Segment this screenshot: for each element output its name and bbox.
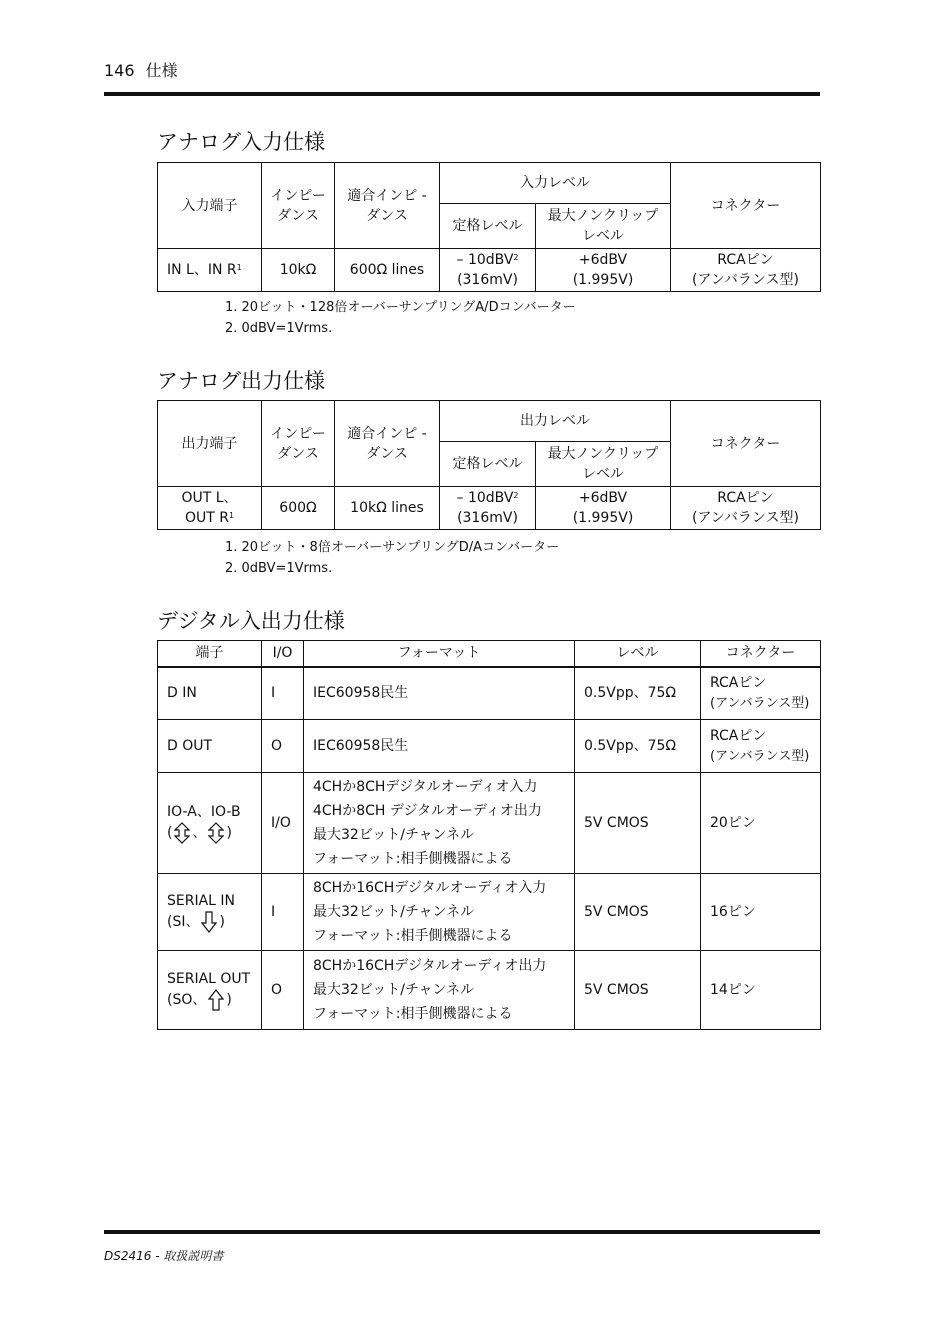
format-line: フォーマット:相手側機器による	[313, 1006, 513, 1022]
cell-connector: 20ピン	[701, 773, 821, 874]
format-line: 8CHか16CHデジタルオーディオ入力	[313, 880, 547, 896]
cell-impedance: 10kΩ	[262, 249, 335, 292]
cell-level: 5V CMOS	[575, 951, 701, 1030]
cell-connector: 14ピン	[701, 951, 821, 1030]
cell-format: IEC60958民生	[304, 720, 575, 773]
cell-max	[536, 487, 671, 530]
cell-io: I/O	[262, 773, 304, 874]
header-compat-line2: ダンス	[366, 207, 408, 224]
header-impedance-line2: ダンス	[277, 445, 319, 462]
table-row	[158, 667, 821, 720]
header-max-line1: 最大ノンクリップ	[547, 446, 659, 462]
header-impedance	[262, 401, 335, 487]
header-connector: コネクター	[671, 163, 821, 249]
analog-output-table	[157, 400, 821, 530]
digital-io-table	[157, 640, 821, 1030]
format-line: 8CHか16CHデジタルオーディオ出力	[313, 958, 547, 974]
cell-connector	[671, 487, 821, 530]
cell-terminal: D IN	[158, 667, 262, 720]
paren-close: )	[219, 914, 225, 930]
header-max	[536, 442, 671, 487]
paren-close: )	[226, 992, 232, 1008]
header-format: フォーマット	[304, 641, 575, 667]
down-arrow-icon	[201, 911, 217, 933]
cell-terminal	[158, 874, 262, 951]
connector-line1: RCAピン	[710, 727, 767, 744]
table-row	[158, 720, 821, 773]
nominal-line2: (316mV)	[457, 510, 518, 526]
note-item: 1. 20ビット・8倍オーバーサンプリングD/Aコンバーター	[225, 540, 560, 555]
header-io: I/O	[262, 641, 304, 667]
header-max-line2: レベル	[582, 228, 624, 244]
footnote-marker: 2	[513, 491, 519, 500]
cell-connector: 16ピン	[701, 874, 821, 951]
max-line2: (1.995V)	[572, 510, 634, 526]
cell-compat: 10kΩ lines	[335, 487, 440, 530]
note-item: 1. 20ビット・128倍オーバーサンプリングA/Dコンバーター	[225, 300, 576, 315]
format-line: 最大32ビット/チャンネル	[313, 982, 475, 998]
cell-level: 5V CMOS	[575, 874, 701, 951]
cell-format	[304, 773, 575, 874]
header-terminal: 出力端子	[158, 401, 262, 487]
terminal-line1: SERIAL IN	[167, 893, 236, 909]
header-level: レベル	[575, 641, 701, 667]
connector-line1: RCAピン	[710, 674, 767, 691]
bidirectional-arrow-icon	[174, 822, 190, 844]
footer-text: DS2416 - 取扱説明書	[104, 1249, 224, 1263]
analog-output-notes	[225, 537, 559, 579]
cell-nominal	[440, 487, 536, 530]
footnote-marker: 1	[236, 263, 242, 272]
nominal-line2: (316mV)	[457, 272, 518, 288]
header-max-line2: レベル	[582, 466, 624, 482]
nominal-line1: – 10dBV	[456, 490, 514, 506]
page-header	[104, 58, 178, 81]
cell-terminal	[158, 249, 262, 292]
header-impedance-line1: インピー	[270, 187, 326, 204]
page-number: 146	[104, 61, 135, 80]
cell-nominal	[440, 249, 536, 292]
header-nominal: 定格レベル	[440, 442, 536, 487]
table-row	[158, 874, 821, 951]
cell-impedance: 600Ω	[262, 487, 335, 530]
analog-input-table	[157, 162, 821, 292]
analog-input-notes	[225, 297, 576, 339]
max-line2: (1.995V)	[572, 272, 634, 288]
max-line1: +6dBV	[578, 490, 628, 506]
terminal-line1: SERIAL OUT	[167, 971, 251, 987]
cell-format	[304, 951, 575, 1030]
header-section: 仕様	[145, 61, 178, 80]
header-compat	[335, 401, 440, 487]
max-line1: +6dBV	[578, 252, 628, 268]
cell-terminal: D OUT	[158, 720, 262, 773]
cell-level: 0.5Vpp、75Ω	[575, 667, 701, 720]
table-row	[158, 951, 821, 1030]
cell-terminal	[158, 487, 262, 530]
connector-line2: (アンバランス型)	[710, 695, 810, 711]
up-arrow-icon	[208, 989, 224, 1011]
cell-connector	[701, 720, 821, 773]
format-line: 4CHか8CHデジタルオーディオ入力	[313, 779, 538, 795]
footnote-marker: 1	[228, 511, 235, 520]
header-nominal: 定格レベル	[440, 204, 536, 249]
note-item: 2. 0dBV=1Vrms.	[225, 321, 333, 336]
cell-max	[536, 249, 671, 292]
cell-io: O	[262, 720, 304, 773]
header-level: 出力レベル	[440, 401, 671, 442]
connector-line1: RCAピン	[717, 252, 774, 268]
header-compat-line1: 適合インピ -	[347, 187, 427, 204]
note-item: 2. 0dBV=1Vrms.	[225, 561, 333, 576]
header-compat	[335, 163, 440, 249]
connector-line1: RCAピン	[717, 490, 774, 506]
paren-close: )	[226, 825, 232, 841]
header-connector: コネクター	[671, 401, 821, 487]
header-impedance	[262, 163, 335, 249]
header-max-line1: 最大ノンクリップ	[547, 208, 659, 224]
cell-level: 0.5Vpp、75Ω	[575, 720, 701, 773]
analog-input-title: アナログ入力仕様	[157, 130, 325, 154]
terminal-prefix: (SO、	[167, 992, 207, 1008]
nominal-line1: – 10dBV	[456, 252, 514, 268]
header-impedance-line1: インピー	[270, 425, 326, 442]
format-line: フォーマット:相手側機器による	[313, 851, 513, 867]
paren-open: (	[167, 825, 173, 841]
cell-format	[304, 874, 575, 951]
header-compat-line2: ダンス	[366, 445, 408, 462]
footer-rule	[104, 1230, 820, 1234]
header-terminal: 入力端子	[158, 163, 262, 249]
header-impedance-line2: ダンス	[277, 207, 319, 224]
format-line: 4CHか8CH デジタルオーディオ出力	[313, 803, 542, 819]
footnote-marker: 2	[513, 253, 519, 262]
cell-io: I	[262, 667, 304, 720]
cell-terminal	[158, 773, 262, 874]
cell-terminal	[158, 951, 262, 1030]
connector-line2: (アンバランス型)	[692, 272, 799, 288]
terminal-line1: IO-A、IO-B	[167, 804, 241, 820]
cell-compat: 600Ω lines	[335, 249, 440, 292]
separator: 、	[192, 825, 207, 841]
cell-format: IEC60958民生	[304, 667, 575, 720]
header-terminal: 端子	[158, 641, 262, 667]
cell-connector	[671, 249, 821, 292]
cell-io: O	[262, 951, 304, 1030]
format-line: フォーマット:相手側機器による	[313, 928, 513, 944]
analog-output-title: アナログ出力仕様	[157, 369, 325, 393]
header-connector: コネクター	[701, 641, 821, 667]
table-row	[158, 773, 821, 874]
digital-io-title: デジタル入出力仕様	[157, 609, 345, 633]
terminal-line2: OUT R	[184, 510, 229, 526]
terminal-prefix: (SI、	[167, 914, 200, 930]
header-compat-line1: 適合インピ -	[347, 425, 427, 442]
terminal-text: IN L、IN R	[167, 262, 237, 278]
cell-connector	[701, 667, 821, 720]
format-line: 最大32ビット/チャンネル	[313, 827, 475, 843]
cell-level: 5V CMOS	[575, 773, 701, 874]
header-level: 入力レベル	[440, 163, 671, 204]
cell-io: I	[262, 874, 304, 951]
format-line: 最大32ビット/チャンネル	[313, 904, 475, 920]
header-max	[536, 204, 671, 249]
bidirectional-arrow-icon	[208, 822, 224, 844]
connector-line2: (アンバランス型)	[710, 748, 810, 764]
terminal-line1: OUT L、	[181, 490, 238, 506]
header-rule	[104, 92, 820, 96]
connector-line2: (アンバランス型)	[692, 510, 799, 526]
